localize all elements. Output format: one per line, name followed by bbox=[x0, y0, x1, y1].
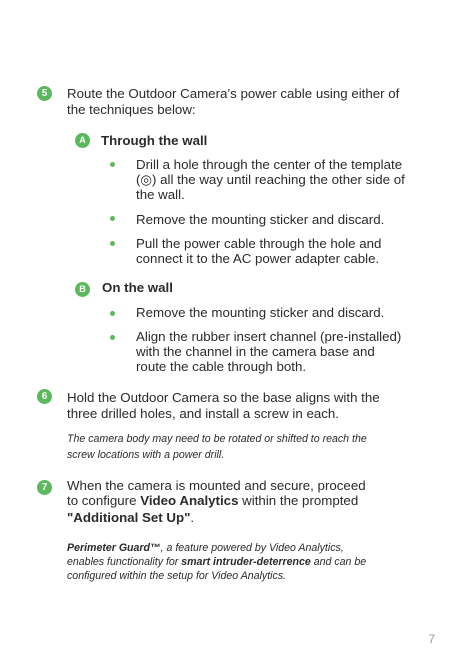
step-7-note-line2-post: and can be bbox=[310, 556, 367, 568]
step-7-note-line2-pre: enables functionality for bbox=[67, 556, 182, 568]
perimeter-guard-bold: Perimeter Guard™ bbox=[67, 542, 161, 554]
section-a-heading: Through the wall bbox=[101, 133, 208, 148]
page-number: 7 bbox=[428, 632, 435, 646]
bullet-dot bbox=[110, 311, 115, 316]
step-6-note-line1: The camera body may need to be rotated or shifted to reach the bbox=[67, 433, 367, 445]
section-b-heading: On the wall bbox=[102, 280, 173, 295]
step-6-text-line2: three drilled holes, and install a screw in each. bbox=[67, 406, 339, 421]
bullet-dot bbox=[110, 241, 115, 246]
bullet-dot bbox=[110, 335, 115, 340]
section-a-badge: A bbox=[75, 133, 90, 148]
step-7-note-line1 bbox=[67, 541, 344, 555]
smart-intruder-deterrence-bold: smart intruder-deterrence bbox=[181, 556, 311, 568]
step-7-badge: 7 bbox=[37, 480, 52, 495]
section-b-badge: B bbox=[75, 282, 90, 297]
step-6-note-line2: screw locations with a power drill. bbox=[67, 449, 225, 461]
step-7-text-line3 bbox=[67, 510, 194, 526]
section-a-bullet-3: Pull the power cable through the hole and connect it to the AC power adapter cable. bbox=[136, 236, 382, 266]
additional-set-up-bold: "Additional Set Up" bbox=[67, 510, 191, 525]
step-5-badge: 5 bbox=[37, 86, 52, 101]
step-5-text-line1: Route the Outdoor Camera’s power cable using either of bbox=[67, 86, 400, 101]
video-analytics-bold: Video Analytics bbox=[140, 493, 239, 508]
step-7-line3-post: . bbox=[190, 510, 195, 525]
step-7-line2-pre: to configure bbox=[67, 493, 141, 508]
section-a-bullet-1: Drill a hole through the center of the template (◎) all the way until reaching the other side of the wall. bbox=[136, 157, 405, 202]
step-7-text-line1: When the camera is mounted and secure, proceed bbox=[67, 478, 366, 493]
section-b-bullet-1: Remove the mounting sticker and discard. bbox=[136, 305, 385, 320]
step-6-text-line1: Hold the Outdoor Camera so the base aligns with the bbox=[67, 390, 380, 405]
step-6-badge: 6 bbox=[37, 389, 52, 404]
step-7-note-line1-post: , a feature powered by Video Analytics, bbox=[160, 542, 344, 554]
section-a-bullet-2: Remove the mounting sticker and discard. bbox=[136, 212, 385, 227]
step-7-text-line2 bbox=[67, 493, 358, 509]
bullet-dot bbox=[110, 162, 115, 167]
bullet-dot bbox=[110, 216, 115, 221]
step-5-text-line2: the techniques below: bbox=[67, 102, 196, 117]
step-7-line2-post: within the prompted bbox=[238, 493, 359, 508]
section-b-bullet-2: Align the rubber insert channel (pre-installed) with the channel in the camera base and route the cable through both. bbox=[136, 329, 402, 374]
step-7-note-line3: configured within the setup for Video Analytics. bbox=[67, 570, 287, 582]
step-7-note-line2 bbox=[67, 555, 366, 569]
